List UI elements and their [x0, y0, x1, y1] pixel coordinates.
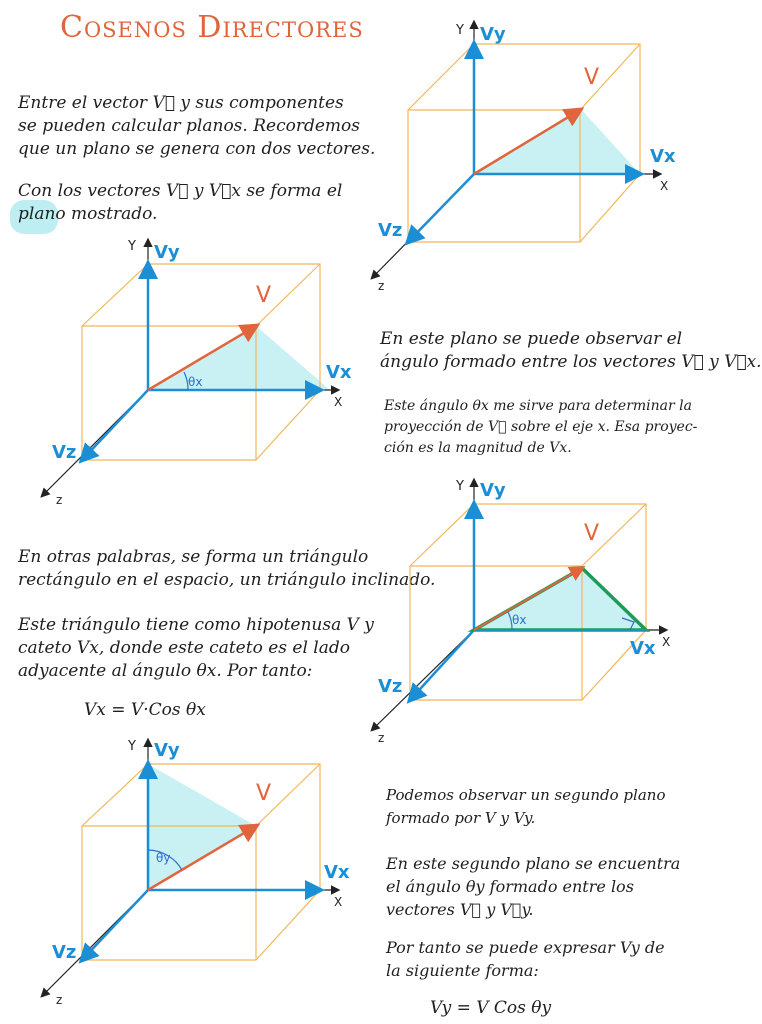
label-vz: Vz: [378, 220, 403, 241]
label-axis-y: Y: [456, 23, 464, 38]
text-line: plano mostrado.: [18, 204, 158, 224]
text-line: que un plano se genera con dos vectores.: [18, 139, 376, 159]
text-line: En este segundo plano se encuentra: [386, 854, 681, 873]
text-line: Por tanto se puede expresar Vy de: [386, 938, 665, 957]
label-vz: Vz: [52, 442, 77, 463]
text-line: En este plano se puede observar el: [380, 329, 683, 349]
label-vy: Vy: [154, 740, 180, 761]
label-vy: Vy: [480, 24, 506, 45]
label-v: V: [584, 65, 600, 90]
label-v: V: [256, 283, 272, 308]
label-theta-y: θy: [156, 851, 171, 865]
text-line: Este ángulo θx me sirve para determinar la: [384, 398, 692, 414]
text-line: Podemos observar un segundo plano: [386, 786, 666, 804]
label-theta-x: θx: [512, 613, 527, 627]
diagram-top-right: [372, 22, 676, 293]
label-axis-x: X: [662, 635, 671, 649]
text-line: formado por V y Vy.: [386, 809, 536, 827]
text-line: el ángulo θy formado entre los: [386, 877, 634, 896]
label-v: V: [256, 781, 272, 806]
plane-fill: [474, 568, 646, 630]
label-axis-y: Y: [456, 479, 464, 494]
text-line: Entre el vector V⃗ y sus componentes: [18, 93, 344, 113]
diagram-left-2: [42, 739, 350, 1007]
text-line: la siguiente forma:: [386, 961, 539, 980]
text-line: Con los vectores V⃗ y V⃗x se forma el: [18, 181, 343, 201]
equation-vx: Vx = V·Cos θx: [84, 700, 206, 720]
label-vx: Vx: [326, 362, 352, 383]
text-line: ángulo formado entre los vectores V⃗ y V⃗x.: [380, 352, 762, 372]
box-outline: [82, 764, 320, 960]
label-vz: Vz: [378, 676, 403, 697]
label-vx: Vx: [324, 862, 350, 883]
label-vx: Vx: [650, 146, 676, 167]
text-line: adyacente al ángulo θx. Por tanto:: [18, 661, 313, 681]
text-line: vectores V⃗ y V⃗y.: [386, 900, 534, 919]
equation-vy: Vy = V Cos θy: [430, 998, 552, 1018]
text-line: Este triángulo tiene como hipotenusa V y: [18, 615, 374, 635]
diagram-right-2: [372, 479, 670, 745]
vector-vz: [408, 174, 474, 242]
plane-fill: [474, 108, 640, 174]
label-axis-z: z: [378, 731, 385, 745]
label-axis-z: z: [56, 493, 63, 507]
label-axis-x: X: [334, 395, 343, 409]
text-line: En otras palabras, se forma un triángulo: [18, 547, 369, 567]
vector-vz: [82, 390, 148, 460]
text-line: proyección de V⃗ sobre el eje x. Esa proyec-: [384, 419, 698, 435]
text-line: cateto Vx, donde este cateto es el lado: [18, 638, 350, 658]
text-line: rectángulo en el espacio, un triángulo inclinado.: [18, 570, 436, 590]
label-vx: Vx: [630, 638, 656, 659]
label-axis-y: Y: [128, 739, 136, 754]
diagram-left-1: [42, 239, 352, 507]
label-theta-x: θx: [188, 375, 203, 389]
label-axis-z: z: [378, 279, 385, 293]
label-vz: Vz: [52, 942, 77, 963]
label-vy: Vy: [480, 480, 506, 501]
plane-fill: [148, 764, 256, 890]
text-line: ción es la magnitud de Vx.: [384, 440, 572, 456]
vector-vz: [82, 890, 148, 960]
label-axis-y: Y: [128, 239, 136, 254]
page-title: Cosenos Directores: [60, 10, 364, 45]
text-line: se pueden calcular planos. Recordemos: [18, 116, 360, 136]
label-vy: Vy: [154, 242, 180, 263]
label-axis-z: z: [56, 993, 63, 1007]
label-v: V: [584, 521, 600, 546]
vector-vz: [410, 630, 474, 700]
label-axis-x: X: [660, 179, 669, 193]
label-axis-x: X: [334, 895, 343, 909]
